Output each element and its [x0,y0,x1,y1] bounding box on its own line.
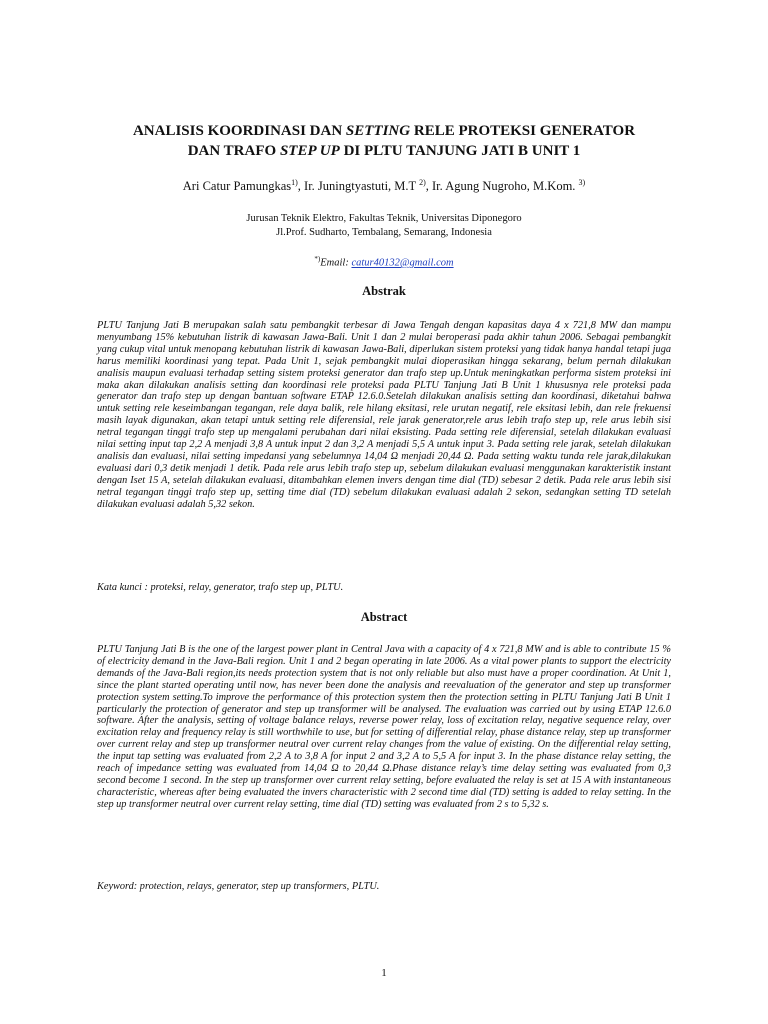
abstrak-body: PLTU Tanjung Jati B merupakan salah satu pembangkit terbesar di Jawa Tengah dengan kapasitas daya 4 x 721,8 MW dan mampu menyumbang 15% kebutuhan listrik di kawasan Jawa-Bali. Unit 1 dan 2 mulai beroperasi pada akhir tahun 2006. Sebagai pembangkit yang cukup vital untuk menopang kebutuhan listrik di kawasan Jawa-Bali, diperlukan sistem proteksi yang tidak hanya handal tetapi juga harus memiliki koordinasi yang tepat. Pada Unit 1, sejak pembangkit mulai dioperasikan hingga sekarang, belum pernah dilakukan analisis maupun evaluasi terhadap setting sistem proteksi generator dan trafo step up.Untuk meningkatkan performa sistem proteksi ini maka akan dilakukan analisis setting dan koordinasi rele proteksi pada PLTU Tanjung Jati B Unit 1 khususnya rele proteksi pada generator dan trafo step up dengan bantuan software ETAP 12.6.0.Setelah dilakukan analisis setting dan koordinasi, diketahui bahwa untuk setting rele keseimbangan tegangan, rele daya balik, rele hilang eksitasi, rele urutan negatif, rele eksitasi lebih, dan rele frekuensi masih layak digunakan, akan tetapi untuk setting rele diferensial, rele jarak generator,rele arus lebih trafo step up, rele arus lebih sisi netral tegangan tinggi trafo step up mengalami perubahan dari nilai eksisting. Pada setting rele diferensial, setelah dilakukan evaluasi nilai setting input tap 2,2 A menjadi 3,8 A untuk input 2 dan 3,2 A menjadi 5,5 A untuk input 3. Pada setting rele jarak, setelah dilakukan analisis dan evaluasi, nilai setting impedansi yang sebelumnya 14,04 Ω menjadi 20,44 Ω. Pada setting waktu tunda rele jarak,dilakukan evaluasi dari 0,3 detik menjadi 1 detik. Pada rele arus lebih trafo step up, sebelum dilakukan evaluasi menggunakan karakteristik instant dengan Iset 15 A, setelah dilakukan evaluasi, ditambahkan elemen invers dengan time dial (TD) sebesar 2 detik. Pada rele arus lebih sisi netral tegangan tinggi trafo step up, setting time dial (TD) sebelum dilakukan evaluasi adalah 2 sekon, sedangkan setting TD setelah dilakukan evaluasi adalah 5,32 sekon. [97,320,671,510]
paper-title [60,121,708,161]
author-2: , Ir. Juningtyastuti, M.T [297,179,416,194]
email-mark: *) [314,255,321,263]
author-list [0,178,768,194]
affiliation-line-2: Jl.Prof. Sudharto, Tembalang, Semarang, Indonesia [276,227,492,238]
abstract-keywords: Keyword: protection, relays, generator, step up transformers, PLTU. [97,881,380,892]
title-line-2: DAN TRAFO STEP UP DI PLTU TANJUNG JATI B UNIT 1 [187,143,581,159]
affiliation-line-1: Jurusan Teknik Elektro, Fakultas Teknik, Universitas Diponegoro [246,213,522,224]
author-2-mark: 2) [419,178,426,187]
affiliation [0,212,768,240]
abstract-body: PLTU Tanjung Jati B is the one of the largest power plant in Central Java with a capacity of 4 x 721,8 MW and is able to contribute 15 % of electricity demand in the Java-Bali region. Unit 1 and 2 began operating in late 2006. As a vital power plants to support the electricity demands of the Java-Bali region,its needs protection system that is not only reliable but also must have a proper coordination. At Unit 1, since the plant started operating until now, has never been done the analysis and reevaluation of the generator and step up transformer protection system setting.To improve the performance of this protection system then the protection setting in PLTU Tanjung Jati B Unit 1 particularly the protection of generator and step up transformer will be analysed. The evaluation was carried out by using ETAP 12.6.0 software. After the analysis, setting of voltage balance relays, reverse power relay, loss of excitation relay, negative sequence relay, over excitation relay and frequency relay is still worthwhile to use, but for setting of differential relay, phase distance relay, step up transformer over current relay and step up transformer neutral over current relay changes from the value of existing. On the differential relay setting, the input tap setting was evaluated from 2,2 A to 3,8 A for input 2 and 3,2 A to 5,5 A for input 3. In the phase distance relay setting, the reach of impedance setting was evaluated from 14,04 Ω to 20,44 Ω.Phase distance relay’s time delay setting was evaluated from 0,3 second become 1 second. In the step up transformer over current relay setting, before evaluated the relay is set at 15 A with instantaneous characteristic, whereas after being evaluated the invers characteristic with 2 second time dial (TD) setting is added to relay setting. In the step up transformer neutral over current relay setting, time dial (TD) setting was evaluated from 2 s to 5,32 s. [97,644,671,810]
email-label: Email: [320,257,352,269]
abstrak-heading: Abstrak [362,284,406,298]
contact-email [0,255,768,269]
email-link[interactable]: catur40132@gmail.com [351,257,454,269]
author-3-mark: 3) [578,178,586,187]
abstrak-keywords: Kata kunci : proteksi, relay, generator, trafo step up, PLTU. [97,582,344,593]
author-1: Ari Catur Pamungkas [182,179,292,194]
title-line-1: ANALISIS KOORDINASI DAN SETTING RELE PROTEKSI GENERATOR [132,123,636,139]
page-number: 1 [381,967,387,979]
author-1-mark: 1) [291,178,298,187]
author-3: , Ir. Agung Nugroho, M.Kom. [425,179,576,194]
abstract-heading: Abstract [360,610,408,624]
